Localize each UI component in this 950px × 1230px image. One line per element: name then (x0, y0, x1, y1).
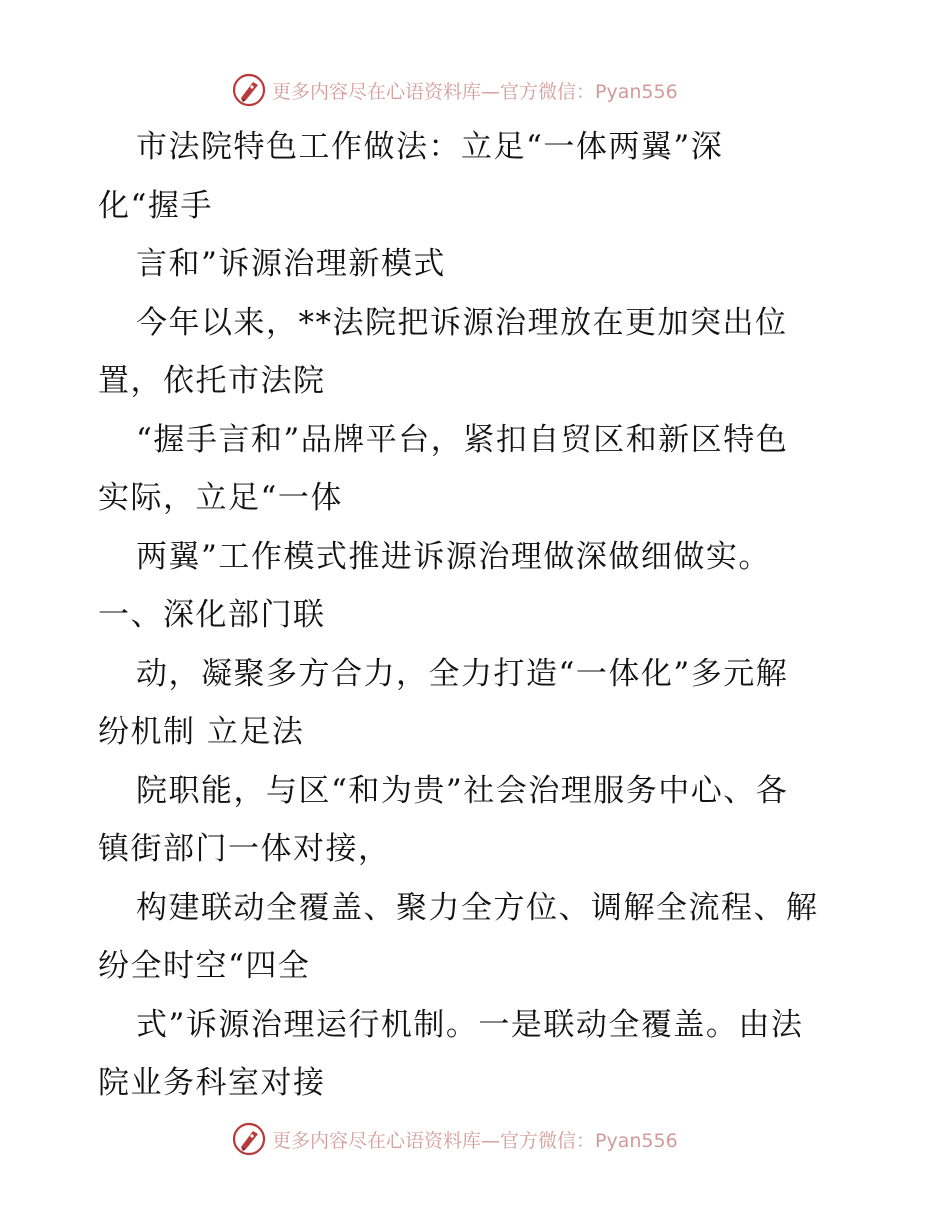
header-watermark (232, 72, 678, 108)
pen-nib-logo-icon (232, 1122, 266, 1156)
text-line: 置，依托市法院 (98, 363, 326, 399)
watermark-text: 更多内容尽在心语资料库—官方微信：Pyan556 (272, 80, 678, 103)
text-line: 实际，立足“一体 (98, 480, 343, 516)
text-line: 纷全时空“四全 (98, 948, 311, 984)
text-line: 院职能，与区“和为贵”社会治理服务中心、各 (136, 772, 789, 809)
text-line: 式”诉源治理运行机制。一是联动全覆盖。由法 (136, 1006, 804, 1043)
text-line: 市法院特色工作做法：立足“一体两翼”深 (136, 129, 724, 165)
text-line: 言和”诉源治理新模式 (136, 246, 446, 282)
watermark-text: 更多内容尽在心语资料库—官方微信：Pyan556 (272, 1129, 678, 1152)
text-line: 院业务科室对接 (98, 1065, 326, 1101)
footer-watermark (232, 1121, 678, 1157)
text-line: 化“握手 (98, 187, 213, 224)
text-line: 构建联动全覆盖、聚力全方位、调解全流程、解 (136, 889, 819, 926)
document-body (98, 118, 858, 1113)
text-line: 纷机制 立足法 (98, 714, 305, 750)
text-line: “握手言和”品牌平台，紧扣自贸区和新区特色 (136, 421, 789, 458)
text-line: 镇街部门一体对接， (98, 831, 391, 867)
pen-nib-logo-icon (232, 73, 266, 107)
text-line: 两翼”工作模式推进诉源治理做深做细做实。 (136, 538, 771, 575)
text-line: 一、深化部门联 (98, 597, 326, 633)
text-line: 动，凝聚多方合力，全力打造“一体化”多元解 (136, 655, 789, 692)
text-line: 今年以来，**法院把诉源治理放在更加突出位 (136, 304, 788, 341)
